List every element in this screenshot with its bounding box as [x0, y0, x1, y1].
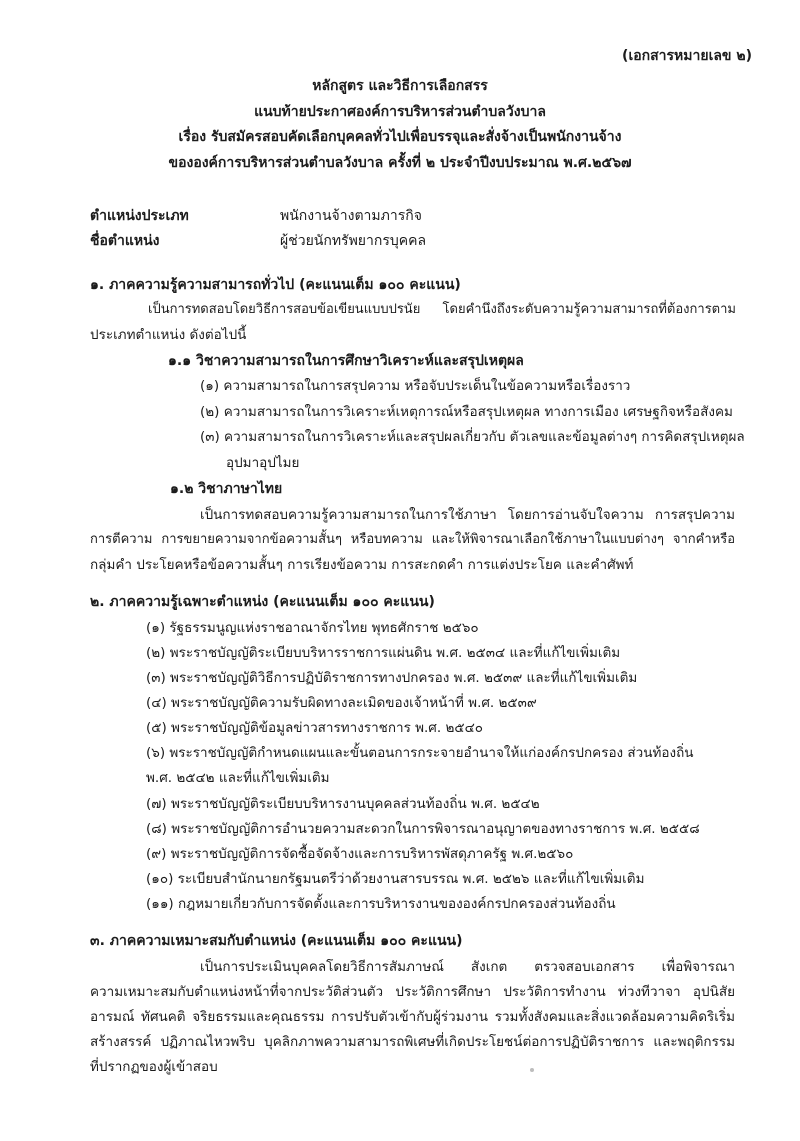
section2-item: (๔) พระราชบัญญัติความรับผิดทางละเมิดของเจ้าหน้าที่ พ.ศ. ๒๕๓๙ [146, 695, 537, 711]
subsection1-2-line: เป็นการทดสอบความรู้ความสามารถในการใช้ภาษา โดยการอ่านจับใจความ การสรุปความ [200, 507, 735, 523]
document-number: (เอกสารหมายเลข ๒) [622, 48, 752, 64]
section2-item: (๓) พระราชบัญญัติวิธีการปฏิบัติราชการทางปกครอง พ.ศ. ๒๕๓๙ และที่แก้ไขเพิ่มเติม [146, 670, 638, 686]
position-name-row [90, 233, 750, 250]
section2-item: พ.ศ. ๒๕๔๒ และที่แก้ไขเพิ่มเติม [146, 770, 330, 786]
section1-intro-line: เป็นการทดสอบโดยวิธีการสอบข้อเขียนแบบปรนัย โดยคำนึงถึงระดับความรู้ความสามารถที่ต้องการตาม [148, 302, 736, 317]
position-type-label: ตำแหน่งประเภท [90, 208, 189, 224]
section2-item: (๑) รัฐธรรมนูญแห่งราชอาณาจักรไทย พุทธศักราช ๒๕๖๐ [146, 620, 479, 636]
subsection1-2-line: การตีความ การขยายความจากข้อความสั้นๆ หรือบทความ และให้พิจารณาเลือกใช้ภาษาในแบบต่างๆ จากคำหรือ [90, 532, 735, 547]
section1-intro-line: ประเภทตำแหน่ง ดังต่อไปนี้ [90, 327, 247, 343]
section2-item: (๖) พระราชบัญญัติกำหนดแผนและขั้นตอนการกระจายอำนาจให้แก่องค์กรปกครอง ส่วนท้องถิ่น [146, 745, 694, 761]
position-name-label: ชื่อตำแหน่ง [90, 233, 160, 249]
subsection1-1-item: (๓) ความสามารถในการวิเคราะห์และสรุปผลเกี่ยวกับ ตัวเลขและข้อมูลต่างๆ การคิดสรุปเหตุผล [200, 429, 745, 445]
subsection1-1-heading: ๑.๑ วิชาความสามารถในการศึกษาวิเคราะห์และสรุปเหตุผล [168, 353, 524, 369]
header-title: หลักสูตร และวิธีการเลือกสรร [312, 78, 488, 94]
section2-heading: ๒. ภาคความรู้เฉพาะตำแหน่ง (คะแนนเต็ม ๑๐๐ คะแนน) [90, 594, 435, 610]
position-name-value: ผู้ช่วยนักทรัพยากรบุคคล [280, 233, 427, 249]
section2-item: (๑๑) กฎหมายเกี่ยวกับการจัดตั้งและการบริหารงานขององค์กรปกครองส่วนท้องถิ่น [146, 896, 616, 912]
subsection1-2-line: กลุ่มคำ ประโยคหรือข้อความสั้นๆ การเรียงข้อความ การสะกดคำ การแต่งประโยค และคำศัพท์ [90, 557, 634, 573]
section3-line: ความเหมาะสมกับตำแหน่งหน้าที่จากประวัติส่วนตัว ประวัติการศึกษา ประวัติการทำงาน ท่วงทีวาจา อุปนิสัย [90, 984, 735, 1000]
section2-item: (๗) พระราชบัญญัติระเบียบบริหารงานบุคคลส่วนท้องถิ่น พ.ศ. ๒๕๔๒ [146, 796, 540, 812]
section2-item: (๙) พระราชบัญญัติการจัดซื้อจัดจ้างและการบริหารพัสดุภาครัฐ พ.ศ.๒๕๖๐ [146, 846, 574, 862]
section3-line: อารมณ์ ทัศนคติ จริยธรรมและคุณธรรม การปรับตัวเข้ากับผู้ร่วมงาน รวมทั้งสังคมและสิ่งแวดล้อมความคิดริเริ่ม [90, 1009, 735, 1025]
section2-item: (๒) พระราชบัญญัติระเบียบบริหารราชการแผ่นดิน พ.ศ. ๒๕๓๔ และที่แก้ไขเพิ่มเติม [146, 645, 621, 661]
subsection1-1-item: (๑) ความสามารถในการสรุปความ หรือจับประเด็นในข้อความหรือเรื่องราว [200, 378, 631, 394]
header-subtitle: แนบท้ายประกาศองค์การบริหารส่วนตำบลวังบาล [254, 104, 546, 120]
header-detail: ขององค์การบริหารส่วนตำบลวังบาล ครั้งที่ ๒ ประจำปีงบประมาณ พ.ศ.๒๕๖๗ [168, 155, 632, 171]
section3-heading: ๓. ภาคความเหมาะสมกับตำแหน่ง (คะแนนเต็ม ๑๐๐ คะแนน) [90, 933, 463, 949]
header-subject: เรื่อง รับสมัครสอบคัดเลือกบุคคลทั่วไปเพื่อบรรจุและสั่งจ้างเป็นพนักงานจ้าง [178, 129, 622, 145]
position-type-value: พนักงานจ้างตามภารกิจ [280, 208, 422, 224]
section3-line: ที่ปรากฏของผู้เข้าสอบ [90, 1059, 218, 1075]
scan-speck [530, 1068, 534, 1072]
subsection1-1-item: อุปมาอุปไมย [226, 455, 300, 471]
section2-item: (๑๐) ระเบียบสำนักนายกรัฐมนตรีว่าด้วยงานสารบรรณ พ.ศ. ๒๕๒๖ และที่แก้ไขเพิ่มเติม [146, 871, 645, 887]
subsection1-1-item: (๒) ความสามารถในการวิเคราะห์เหตุการณ์หรือสรุปเหตุผล ทางการเมือง เศรษฐกิจหรือสังคม [200, 404, 733, 420]
section3-line: สร้างสรรค์ ปฏิภาณไหวพริบ บุคลิกภาพความสามารถพิเศษที่เกิดประโยชน์ต่อการปฏิบัติราชการ และพฤติกรรม [90, 1034, 735, 1050]
section2-item: (๘) พระราชบัญญัติการอำนวยความสะดวกในการพิจารณาอนุญาตของทางราชการ พ.ศ. ๒๕๕๘ [146, 821, 700, 837]
section1-heading: ๑. ภาคความรู้ความสามารถทั่วไป (คะแนนเต็ม ๑๐๐ คะแนน) [90, 277, 461, 293]
section2-item: (๕) พระราชบัญญัติข้อมูลข่าวสารทางราชการ พ.ศ. ๒๕๔๐ [146, 720, 484, 736]
position-type-row [90, 208, 750, 225]
subsection1-2-heading: ๑.๒ วิชาภาษาไทย [170, 481, 283, 497]
section3-line: เป็นการประเมินบุคคลโดยวิธีการสัมภาษณ์ สังเกต ตรวจสอบเอกสาร เพื่อพิจารณา [200, 959, 735, 975]
